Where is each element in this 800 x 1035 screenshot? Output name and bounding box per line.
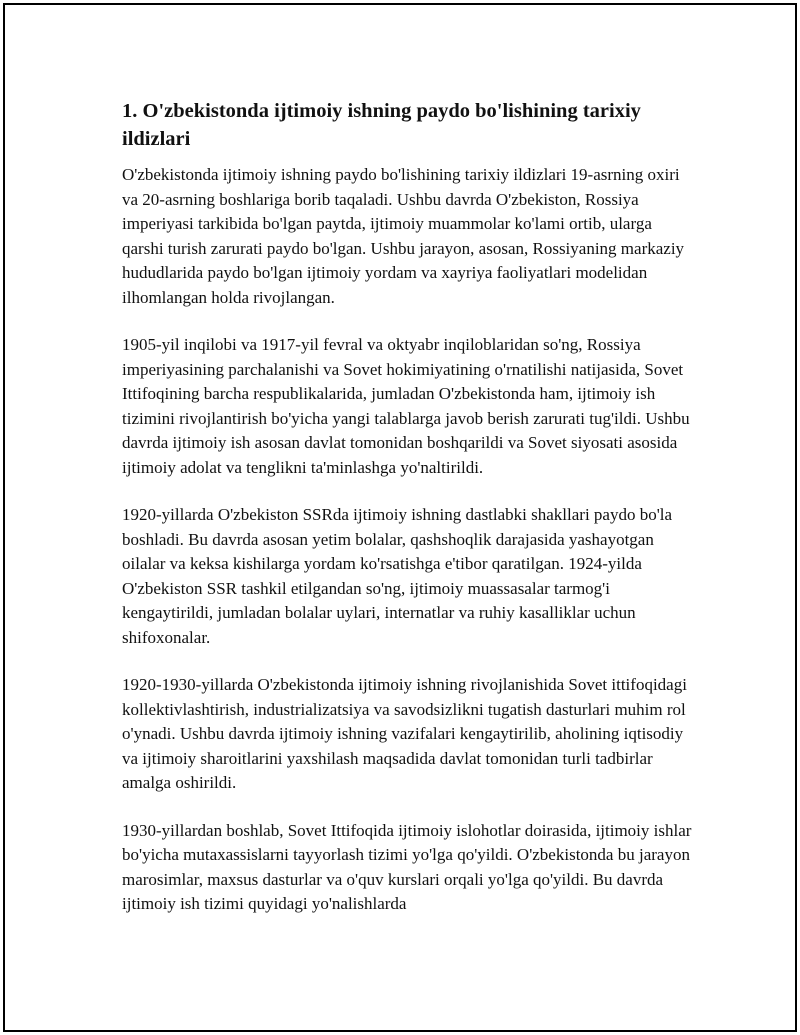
document-body	[122, 97, 697, 940]
paragraph-5: 1930-yillardan boshlab, Sovet Ittifoqida ijtimoiy islohotlar doirasida, ijtimoiy ishlar bo'yicha mutaxassislarni tayyorlash tizimi yo'lga qo'yildi. O'zbekistonda bu jarayon marosimlar, maxsus dasturlar va o'quv kurslari orqali yo'lga qo'yildi. Bu davrda ijtimoiy ish tizimi quyidagi yo'nalishlarda	[122, 820, 692, 913]
paragraph-1: O'zbekistonda ijtimoiy ishning paydo bo'lishining tarixiy ildizlari 19-asrning oxiri va 20-asrning boshlariga borib taqaladi. Ushbu davrda O'zbekiston, Rossiya imperiyasi tarkibida bo'lgan paytda, ijtimoiy muammolar ko'lami ortib, ularga qarshi turish zarurati paydo bo'lgan. Ushbu jarayon, asosan, Rossiyaning markaziy hududlarida paydo bo'lgan ijtimoiy yordam va xayriya faoliyatlari modelidan ilhomlangan holda rivojlangan.	[122, 165, 685, 307]
paragraph-2: 1905-yil inqilobi va 1917-yil fevral va oktyabr inqiloblaridan so'ng, Rossiya imperiyasining parchalanishi va Sovet hokimiyatining o'rnatilishi natijasida, Sovet Ittifoqining barcha respublikalarida, jumladan O'zbekistonda ham, ijtimoiy ish tizimini rivojlantirish bo'yicha yangi talablarga javob berish zarurati tug'ildi. Ushbu davrda ijtimoiy ish asosan davlat tomonidan boshqarildi va Sovet siyosati asosida ijtimoiy adolat va tenglikni ta'minlashga yo'naltirildi.	[122, 335, 690, 477]
paragraph-4: 1920-1930-yillarda O'zbekistonda ijtimoiy ishning rivojlanishida Sovet ittifoqidagi kollektivlashtirish, industrializatsiya va savodsizlikni tugatish dasturlari muhim rol o'ynadi. Ushbu davrda ijtimoiy ishning vazifalari kengaytirilib, aholining iqtisodiy va ijtimoiy sharoitlarini yaxshilash maqsadida davlat tomonidan turli tadbirlar amalga oshirildi.	[122, 675, 687, 792]
section-heading: 1. O'zbekistonda ijtimoiy ishning paydo bo'lishining tarixiy ildizlari	[122, 100, 641, 150]
paragraph-3: 1920-yillarda O'zbekiston SSRda ijtimoiy ishning dastlabki shakllari paydo bo'la boshladi. Bu davrda asosan yetim bolalar, qashshoqlik darajasida yashayotgan oilalar va keksa kishilarga yordam ko'rsatishga e'tibor qaratilgan. 1924-yilda O'zbekiston SSR tashkil etilgandan so'ng, ijtimoiy muassasalar tarmog'i kengaytirildi, jumladan bolalar uylari, internatlar va ruhiy kasalliklar uchun shifoxonalar.	[122, 505, 673, 647]
page-frame	[3, 3, 797, 1032]
